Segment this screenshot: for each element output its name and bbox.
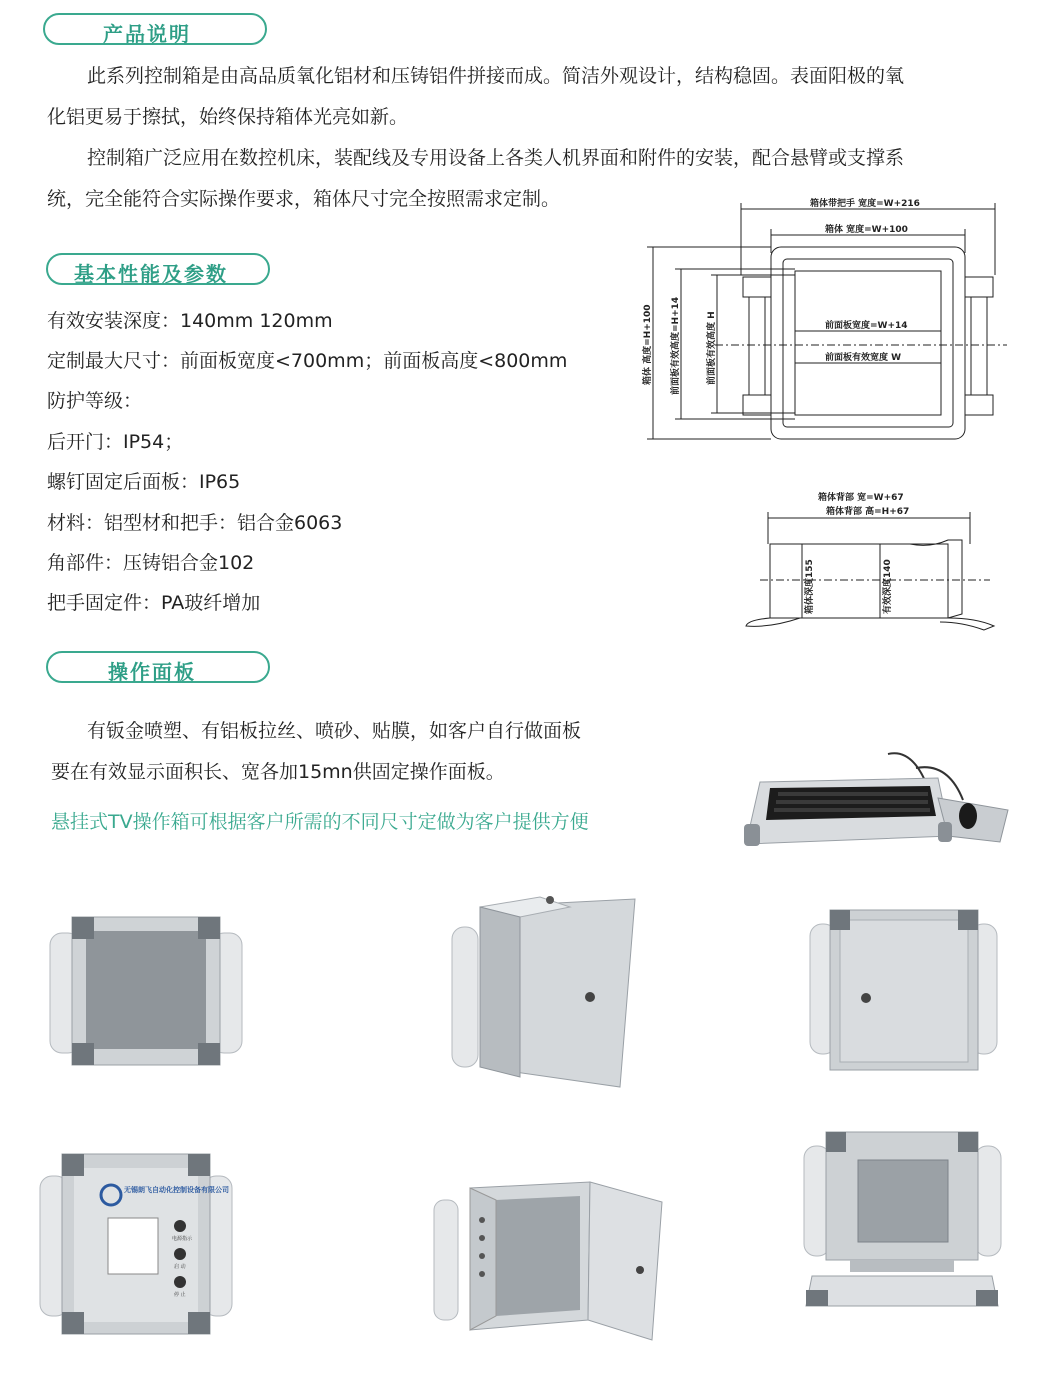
panel-line-1: 有钣金喷塑、有铝板拉丝、喷砂、贴膜，如客户自行做面板 [87, 720, 582, 742]
dim-height-box: 箱体 高度=H+100 [643, 304, 653, 385]
spec-line: 定制最大尺寸：前面板宽度<700mm；前面板高度<800mm [47, 350, 568, 372]
btn-start-label: 启 动 [174, 1264, 186, 1270]
dim-effective-depth: 有效深度140 [883, 559, 893, 614]
dim-height-panel: 前面板有效高度=H+14 [671, 296, 681, 395]
spec-line: 材料：铝型材和把手：铝合金6063 [47, 512, 343, 534]
company-name: 无锡朗飞自动化控制设备有限公司 [124, 1186, 229, 1194]
dim-box-depth: 箱体深度155 [805, 559, 815, 614]
spec-line: 防护等级： [47, 390, 143, 412]
dim-back-height: 箱体背部 高=H+67 [826, 507, 910, 517]
dim-back-width: 箱体背部 宽=W+67 [818, 493, 904, 503]
enclosure-photo-panel-buttons [36, 1150, 236, 1340]
product-line-2: 化铝更易于擦拭，始终保持箱体光亮如新。 [47, 106, 409, 128]
spec-line: 把手固定件：PA玻纤增加 [47, 592, 261, 614]
section-title: 操作面板 [108, 660, 196, 684]
section-title: 基本性能及参数 [74, 262, 228, 286]
btn-stop-label: 停 止 [174, 1292, 186, 1298]
side-dimension-drawing [740, 488, 1000, 633]
dim-width-panel: 前面板宽度=W+14 [825, 321, 908, 331]
btn-power-label: 电源指示 [172, 1236, 193, 1242]
keyboard-tray-image [738, 748, 1013, 848]
section-header-specs [46, 253, 270, 285]
enclosure-photo-window-tray [800, 1130, 1005, 1310]
enclosure-photo-angled [440, 887, 640, 1097]
spec-line: 螺钉固定后面板：IP65 [47, 471, 241, 493]
product-line-1: 此系列控制箱是由高品质氧化铝材和压铸铝件拼接而成。简洁外观设计，结构稳固。表面阳极的氧 [87, 65, 905, 87]
spec-line: 有效安装深度：140mm 120mm [47, 310, 333, 332]
spec-line: 角部件：压铸铝合金102 [47, 552, 255, 574]
enclosure-photo-open-door [430, 1170, 665, 1345]
enclosure-photo-open-frame [46, 913, 246, 1068]
enclosure-photo-front-closed [806, 908, 1001, 1073]
dim-width-box: 箱体 宽度=W+100 [825, 225, 908, 235]
product-line-3: 控制箱广泛应用在数控机床，装配线及专用设备上各类人机界面和附件的安装，配合悬臂或支撑系 [87, 147, 905, 169]
product-line-4: 统，完全能符合实际操作要求，箱体尺寸完全按照需求定制。 [47, 188, 561, 210]
dim-height-effective: 前面板有效高度 H [707, 311, 717, 385]
section-header-product [43, 13, 267, 45]
section-title: 产品说明 [103, 22, 191, 46]
dim-width-effective: 前面板有效宽度 W [825, 353, 902, 363]
spec-line: 后开门：IP54； [47, 431, 184, 453]
panel-line-3: 悬挂式TV操作箱可根据客户所需的不同尺寸定做为客户提供方便 [51, 811, 589, 833]
section-header-panel [46, 651, 270, 683]
panel-line-2: 要在有效显示面积长、宽各加15mn供固定操作面板。 [51, 761, 505, 783]
dim-width-handle: 箱体带把手 宽度=W+216 [810, 199, 920, 209]
front-dimension-drawing [635, 195, 1015, 450]
